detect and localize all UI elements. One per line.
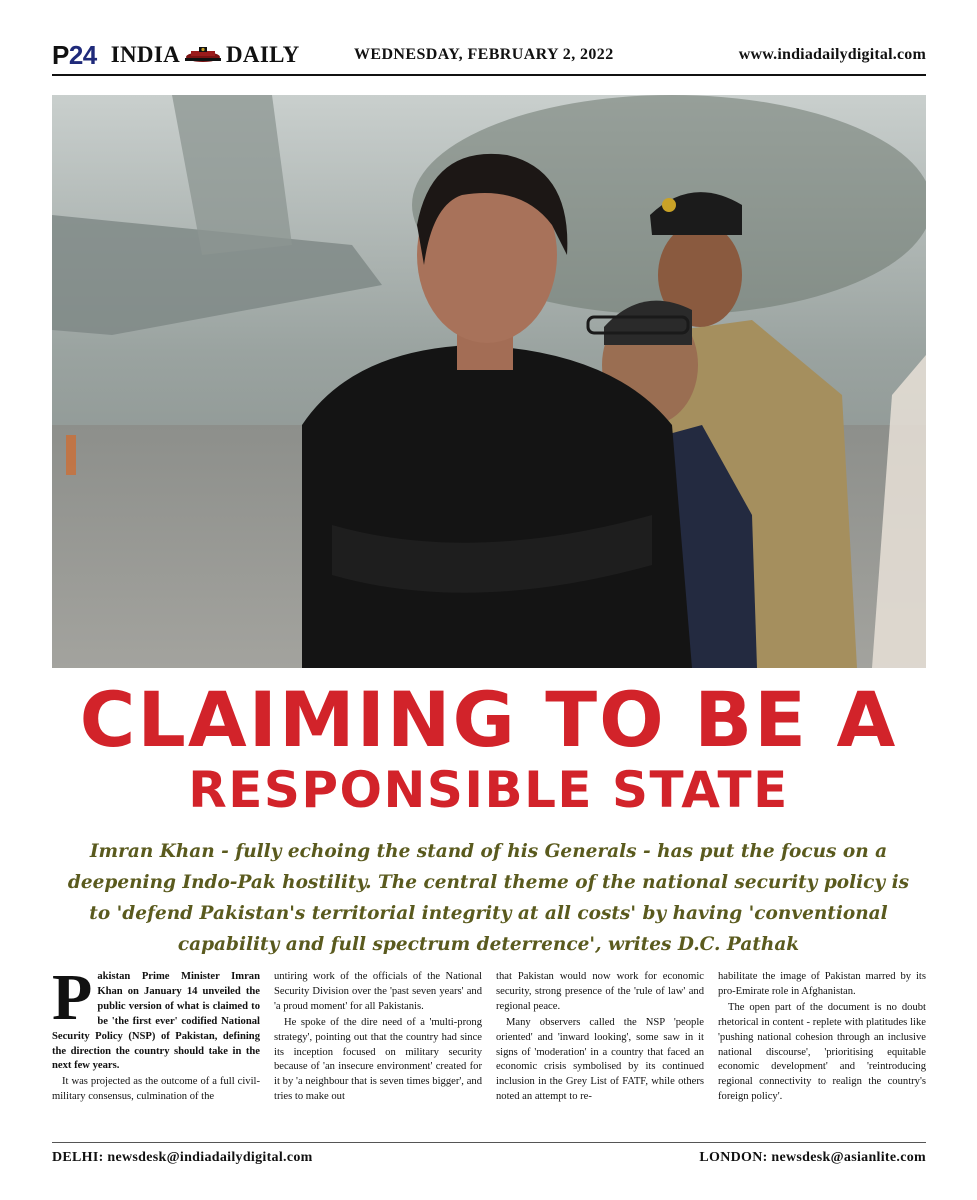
page-prefix: P	[52, 39, 69, 70]
paragraph: that Pakistan would now work for economic security, strong presence of the 'rule of law' and regional peace.	[496, 971, 704, 1012]
footer-rule	[52, 1142, 926, 1143]
lead-paragraph	[52, 961, 260, 1074]
paper-logo	[111, 42, 300, 68]
article-column-2	[274, 970, 482, 1132]
issue-date: WEDNESDAY, FEBRUARY 2, 2022	[354, 46, 614, 63]
standfirst: Imran Khan - fully echoing the stand of his Generals - has put the focus on a deepening Indo-Pak hostility. The central theme of the national security policy is to 'defend Pakistan's territorial integrity at all costs' by having 'conventional capability and full spectrum deterrence', writes D.C. Pathak	[67, 841, 910, 955]
lead-photo	[52, 95, 926, 668]
article-column-3	[496, 970, 704, 1132]
article-column-4	[718, 970, 926, 1132]
paragraph: The open part of the document is no doubt rhetorical in content - replete with platitudes like 'pushing national cohesion through an inclusive national discourse', 'prioritising equitable economic development' and 'reintroducing regional connectivity to realign the country's foreign policy'.	[718, 1001, 926, 1103]
photo-placeholder-icon	[52, 95, 926, 668]
header-rule	[52, 74, 926, 76]
website-link[interactable]: www.indiadailydigital.com	[738, 46, 926, 63]
paragraph: Many observers called the NSP 'people oriented' and 'inward looking', some saw in it signs of 'moderation' in a country that faced an economic crisis symbolised by its continued inclusion in the Grey List of FATF, while others noted an attempt to re-	[496, 1016, 704, 1103]
paper-name-right: DAILY	[226, 42, 300, 67]
paragraph: It was projected as the outcome of a full civil-military consensus, culmination of the	[52, 1076, 260, 1103]
paragraph: He spoke of the dire need of a 'multi-prong strategy', pointing out that the country had since its inception focused on military security because of 'an insecure environment' created for it by 'a neighbour that is seven times bigger', and tries to make out	[274, 1016, 482, 1103]
footer	[52, 1150, 926, 1166]
footer-london-contact[interactable]: LONDON: newsdesk@asianlite.com	[699, 1150, 926, 1165]
lead-text: akistan Prime Minister Imran Khan on January 14 unveiled the public version of what is claimed to be 'the first ever' codified National Security Policy (NSP) of Pakistan, defining the direction the country should take in the next few years.	[52, 971, 260, 1072]
article-body	[52, 961, 926, 1132]
masthead	[52, 38, 926, 72]
page-number-value: 24	[68, 39, 97, 70]
article-column-1	[52, 961, 260, 1132]
paper-name-left: INDIA	[110, 42, 180, 67]
headline-line-1: CLAIMING TO BE A	[79, 675, 898, 764]
paragraph: habilitate the image of Pakistan marred by its pro-Emirate role in Afghanistan.	[718, 971, 926, 997]
headline-line-2: RESPONSIBLE STATE	[188, 761, 789, 819]
emblem-icon	[183, 46, 223, 64]
footer-delhi-contact[interactable]: DELHI: newsdesk@indiadailydigital.com	[52, 1150, 313, 1165]
headline	[0, 675, 977, 819]
page-number	[52, 40, 97, 71]
drop-cap: P	[52, 961, 93, 1034]
paragraph: untiring work of the officials of the National Security Division over the 'past seven years' and 'a proud moment' for all Pakistanis.	[274, 971, 482, 1012]
